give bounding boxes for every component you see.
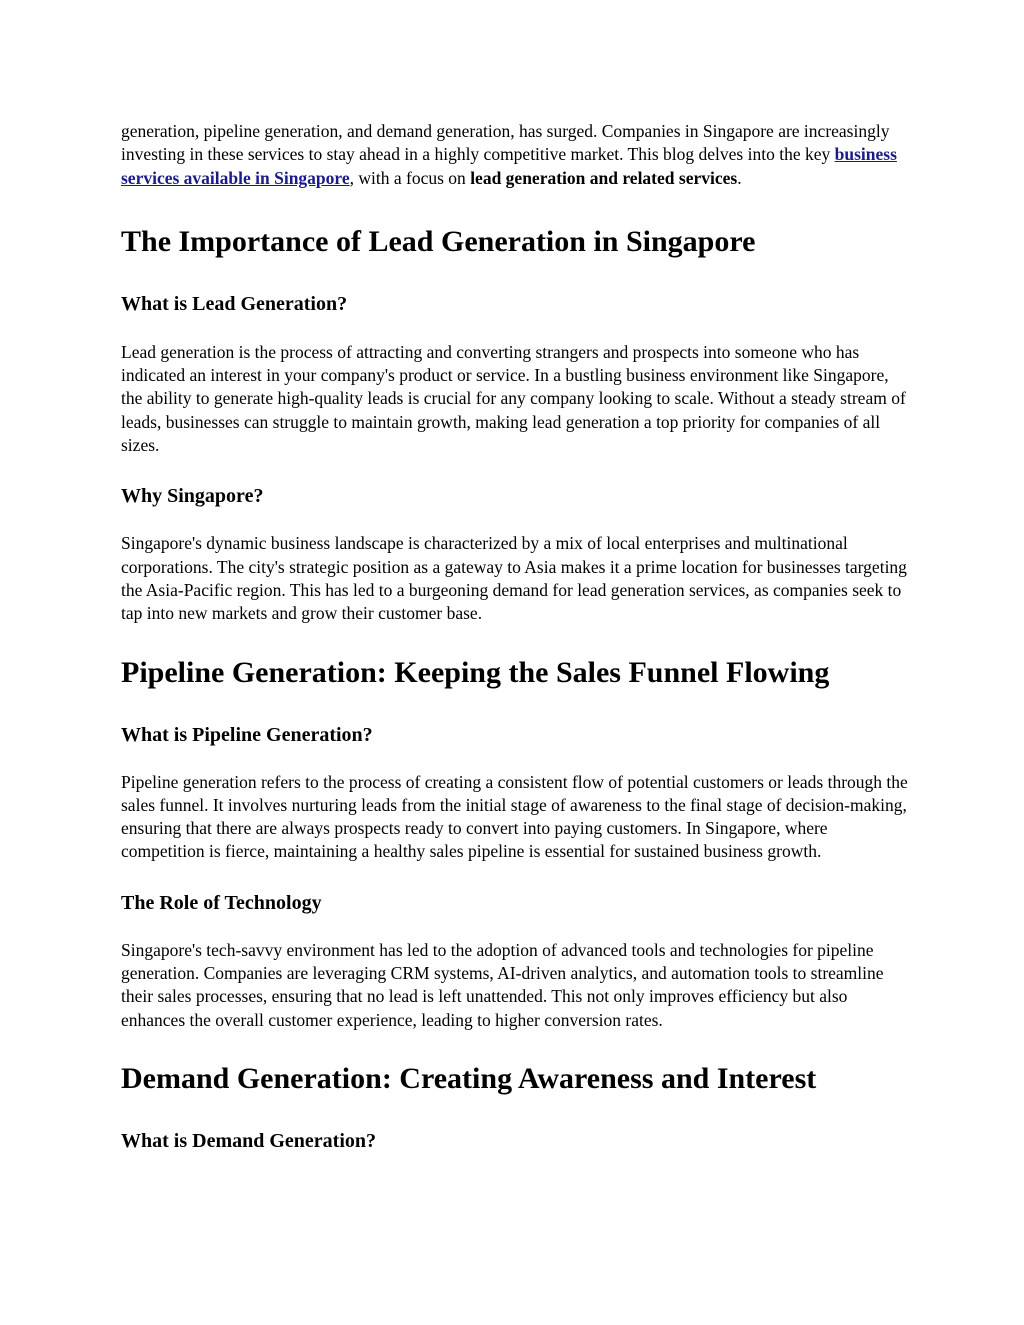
subheading-what-is-lead-generation: What is Lead Generation? [121, 292, 348, 315]
section-heading-demand-generation: Demand Generation: Creating Awareness and Interest [121, 1061, 817, 1095]
intro-bold-text: lead generation and related services [470, 167, 738, 188]
paragraph-why-singapore: Singapore's dynamic business landscape is characterized by a mix of local enterprises and multinational corporations. The city's strategic position as a gateway to Asia makes it a prime location for businesses targeting the Asia-Pacific region. This has led to a burgeoning demand for lead generation services, as companies seek to tap into new markets and grow their customer base. [121, 533, 907, 624]
subheading-role-of-technology: The Role of Technology [121, 891, 322, 914]
subheading-why-singapore: Why Singapore? [121, 485, 264, 508]
intro-text-between: , with a focus on [349, 167, 471, 188]
section-heading-lead-generation: The Importance of Lead Generation in Singapore [121, 224, 756, 258]
document-page [121, 120, 911, 1153]
subheading-what-is-pipeline-generation: What is Pipeline Generation? [121, 723, 373, 746]
intro-text-before-link: generation, pipeline generation, and demand generation, has surged. Companies in Singapore are increasingly investing in these services to stay ahead in a highly competitive market. This blog delves into the key [121, 121, 890, 165]
paragraph-what-is-lead-generation: Lead generation is the process of attracting and converting strangers and prospects into someone who has indicated an interest in your company's product or service. In a bustling business environment like Singapore, the ability to generate high-quality leads is crucial for any company looking to scale. Without a steady stream of leads, businesses can struggle to maintain growth, making lead generation a top priority for companies of all sizes. [121, 341, 906, 456]
business-services-link[interactable]: business services available in Singapore [121, 144, 897, 188]
intro-text-end: . [737, 167, 742, 188]
intro-paragraph [121, 120, 911, 190]
paragraph-what-is-pipeline-generation: Pipeline generation refers to the process of creating a consistent flow of potential customers or leads through the sales funnel. It involves nurturing leads from the initial stage of awareness to the final stage of decision-making, ensuring that there are always prospects ready to convert into paying customers. In Singapore, where competition is fierce, maintaining a healthy sales pipeline is essential for sustained business growth. [121, 771, 908, 862]
subheading-what-is-demand-generation: What is Demand Generation? [121, 1129, 376, 1152]
section-heading-pipeline-generation: Pipeline Generation: Keeping the Sales Funnel Flowing [121, 655, 830, 689]
paragraph-role-of-technology: Singapore's tech-savvy environment has led to the adoption of advanced tools and technologies for pipeline generation. Companies are leveraging CRM systems, AI-driven analytics, and automation tools to streamline their sales processes, ensuring that no lead is left unattended. This not only improves efficiency but also enhances the overall customer experience, leading to higher conversion rates. [121, 939, 884, 1030]
